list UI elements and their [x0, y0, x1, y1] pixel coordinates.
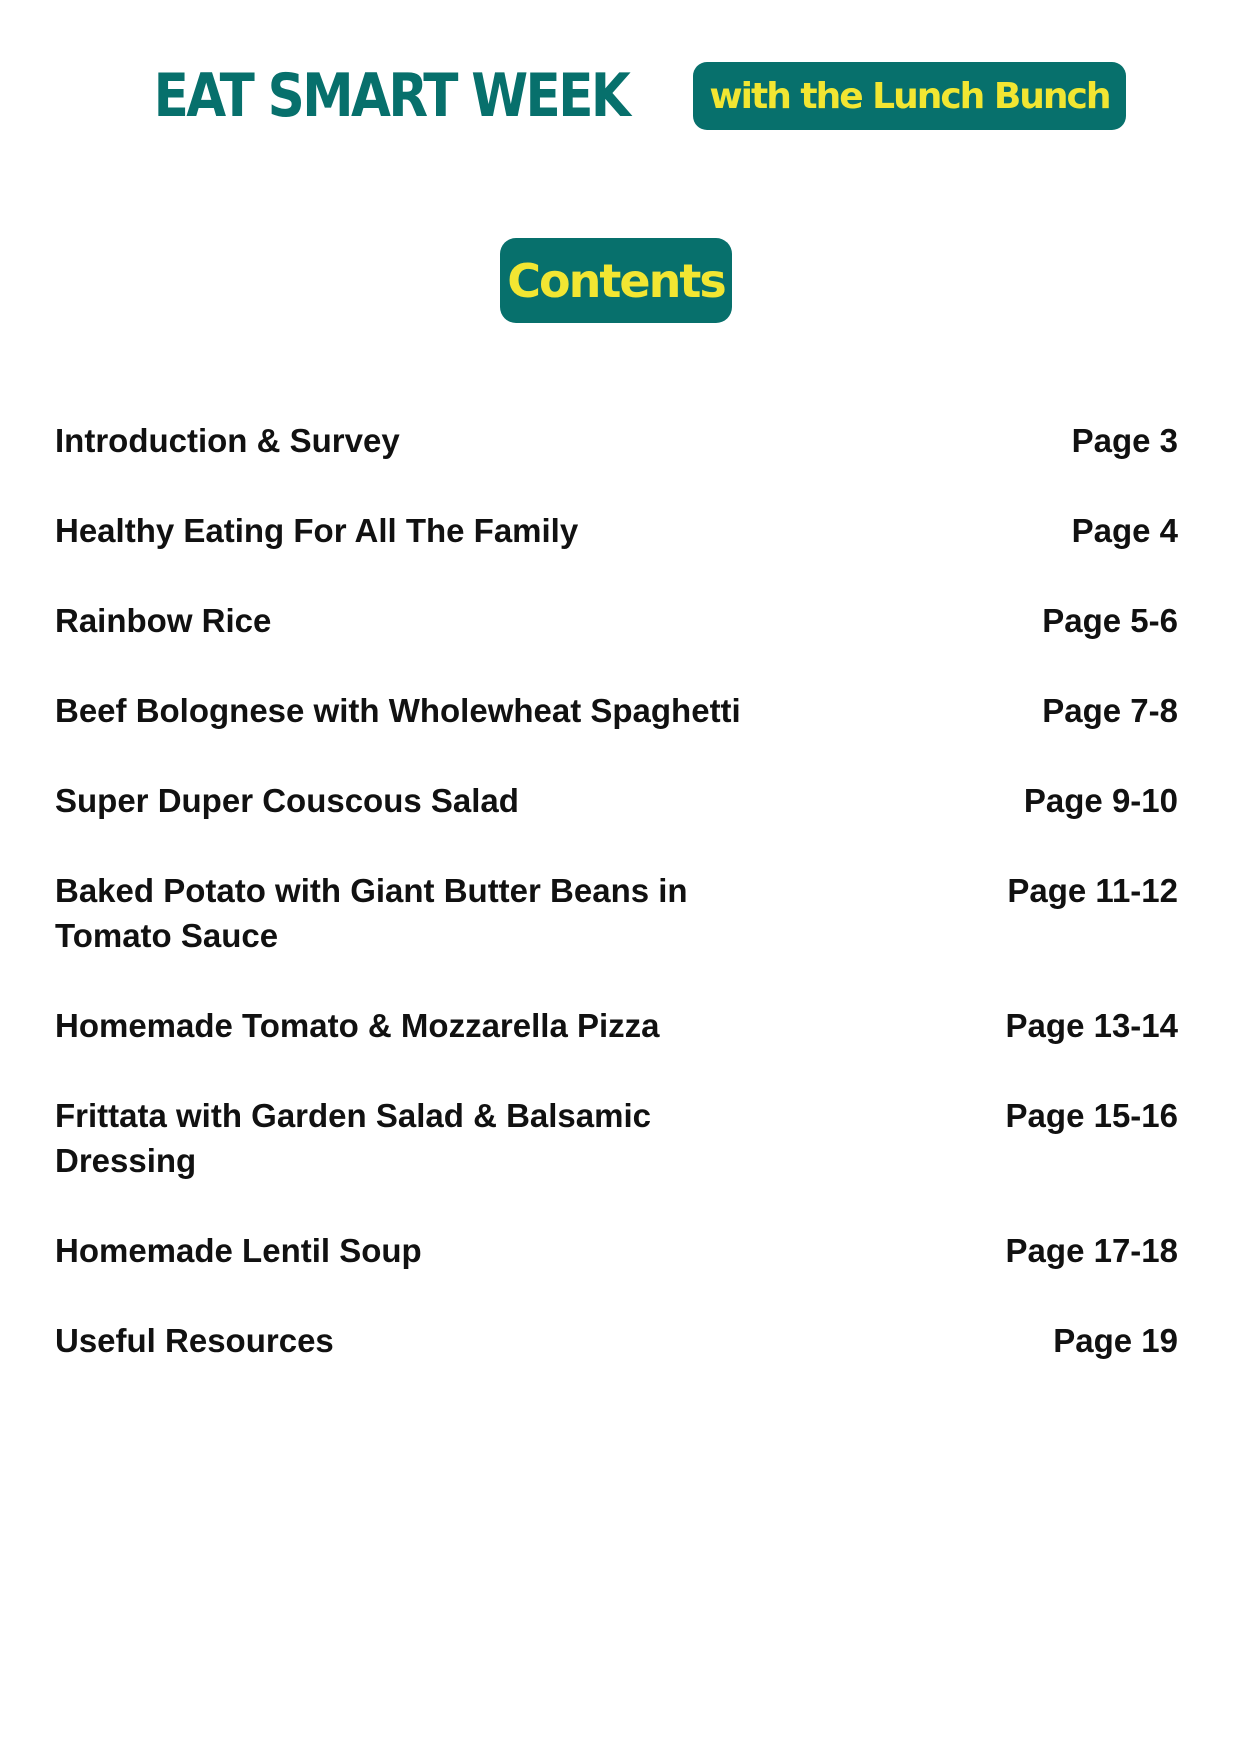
toc-row	[55, 688, 1178, 733]
page-header	[0, 58, 1241, 134]
contents-heading-badge	[500, 238, 732, 323]
toc-row	[55, 778, 1178, 823]
toc-entry-page: Page 13-14	[1005, 1007, 1178, 1044]
toc-entry-page: Page 9-10	[1023, 782, 1178, 819]
toc-entry-page: Page 3	[1071, 422, 1178, 459]
toc-entry-page: Page 11-12	[1007, 872, 1178, 909]
toc-row	[55, 598, 1178, 643]
contents-heading: Contents	[507, 253, 725, 308]
toc-entry-page: Page 5-6	[1042, 602, 1178, 639]
toc-entry-page: Page 15-16	[1005, 1097, 1178, 1134]
toc-entry-page: Page 19	[1053, 1322, 1178, 1359]
toc-entry-title: Homemade Lentil Soup	[55, 1232, 422, 1269]
toc-row	[55, 868, 1178, 958]
toc-row	[55, 1228, 1178, 1273]
toc-row	[55, 1003, 1178, 1048]
toc-entry-title: Homemade Tomato & Mozzarella Pizza	[55, 1007, 660, 1044]
toc-entry-page: Page 17-18	[1005, 1232, 1178, 1269]
toc-row	[55, 418, 1178, 463]
toc-entry-title: Useful Resources	[55, 1322, 334, 1359]
subtitle-badge	[693, 62, 1125, 130]
table-of-contents	[55, 418, 1178, 1408]
toc-entry-title: Baked Potato with Giant Butter Beans in Tomato Sauce	[55, 872, 688, 954]
subtitle-text: with the Lunch Bunch	[709, 75, 1110, 117]
toc-row	[55, 508, 1178, 553]
toc-row	[55, 1093, 1178, 1183]
toc-entry-page: Page 7-8	[1042, 692, 1178, 729]
main-title: EAT SMART WEEK	[154, 61, 629, 131]
toc-entry-title: Frittata with Garden Salad & Balsamic Dressing	[55, 1097, 651, 1179]
toc-entry-title: Super Duper Couscous Salad	[55, 782, 519, 819]
toc-entry-page: Page 4	[1071, 512, 1178, 549]
toc-entry-title: Healthy Eating For All The Family	[55, 512, 579, 549]
toc-entry-title: Introduction & Survey	[55, 422, 400, 459]
toc-entry-title: Beef Bolognese with Wholewheat Spaghetti	[55, 692, 741, 729]
toc-row	[55, 1318, 1178, 1363]
toc-entry-title: Rainbow Rice	[55, 602, 272, 639]
